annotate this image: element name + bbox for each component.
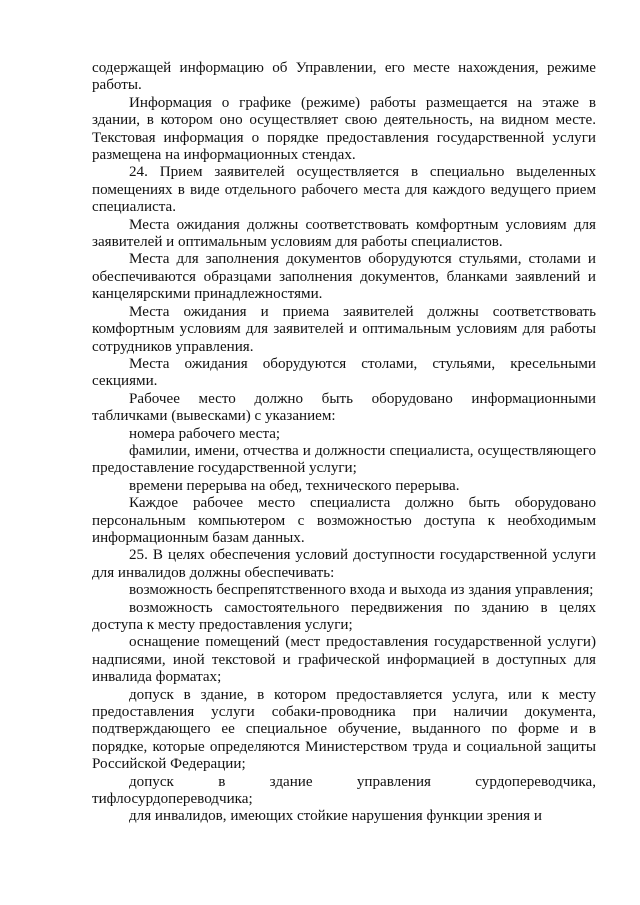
paragraph: Рабочее место должно быть оборудовано информационными табличками (вывесками) с указанием:: [92, 390, 596, 425]
list-item: допуск в здание управления сурдопереводчика, тифлосурдопереводчика;: [92, 773, 596, 808]
paragraph: 24. Прием заявителей осуществляется в специально выделенных помещениях в виде отдельного рабочего места для каждого ведущего прием специалиста.: [92, 164, 596, 216]
list-item: номера рабочего места;: [129, 425, 281, 442]
list-item: фамилии, имени, отчества и должности специалиста, осуществляющего предоставление государственной услуги;: [92, 442, 596, 477]
paragraph: 25. В целях обеспечения условий доступности государственной услуги для инвалидов должны обеспечивать:: [92, 547, 596, 581]
list-item: возможность самостоятельного передвижения по зданию в целях доступа к месту предоставления услуги;: [92, 599, 596, 633]
list-item: для инвалидов, имеющих стойкие нарушения функции зрения и: [129, 808, 542, 825]
paragraph: Места ожидания оборудуются столами, стульями, кресельными секциями.: [92, 355, 596, 390]
paragraph: Информация о графике (режиме) работы размещается на этаже в здании, в котором оно осуществляет свою деятельность, на видном месте. Текстовая информация о порядке предоставления государственной услуги размещена на информационных стендах.: [92, 94, 596, 164]
paragraph: Каждое рабочее место специалиста должно быть оборудовано персональным компьютером с возможностью доступа к необходимым информационным базам данных.: [92, 495, 596, 546]
paragraph: содержащей информацию об Управлении, его месте нахождения, режиме работы.: [92, 60, 596, 94]
paragraph: Места ожидания и приема заявителей должны соответствовать комфортным условиям для заявителей и оптимальным условиям для работы сотрудников управления.: [92, 303, 596, 355]
list-item: оснащение помещений (мест предоставления государственной услуги) надписями, иной текстовой и графической информацией в доступных для инвалида форматах;: [92, 634, 596, 686]
paragraph: Места для заполнения документов оборудуются стульями, столами и обеспечиваются образцами заполнения документов, бланками заявлений и канцелярскими принадлежностями.: [92, 251, 596, 303]
paragraph: Места ожидания должны соответствовать комфортным условиям для заявителей и оптимальным условиям для работы специалистов.: [92, 216, 596, 251]
document-page: [92, 60, 596, 826]
list-item: времени перерыва на обед, технического перерыва.: [129, 477, 460, 494]
list-item: возможность беспрепятственного входа и выхода из здания управления;: [129, 582, 594, 599]
list-item: допуск в здание, в котором предоставляется услуга, или к месту предоставления услуги собаки-проводника при наличии документа, подтверждающего ее специальное обучение, выданного по форме и в порядке, которые определяются Министерством труда и социальной защиты Российской Федерации;: [92, 686, 596, 773]
